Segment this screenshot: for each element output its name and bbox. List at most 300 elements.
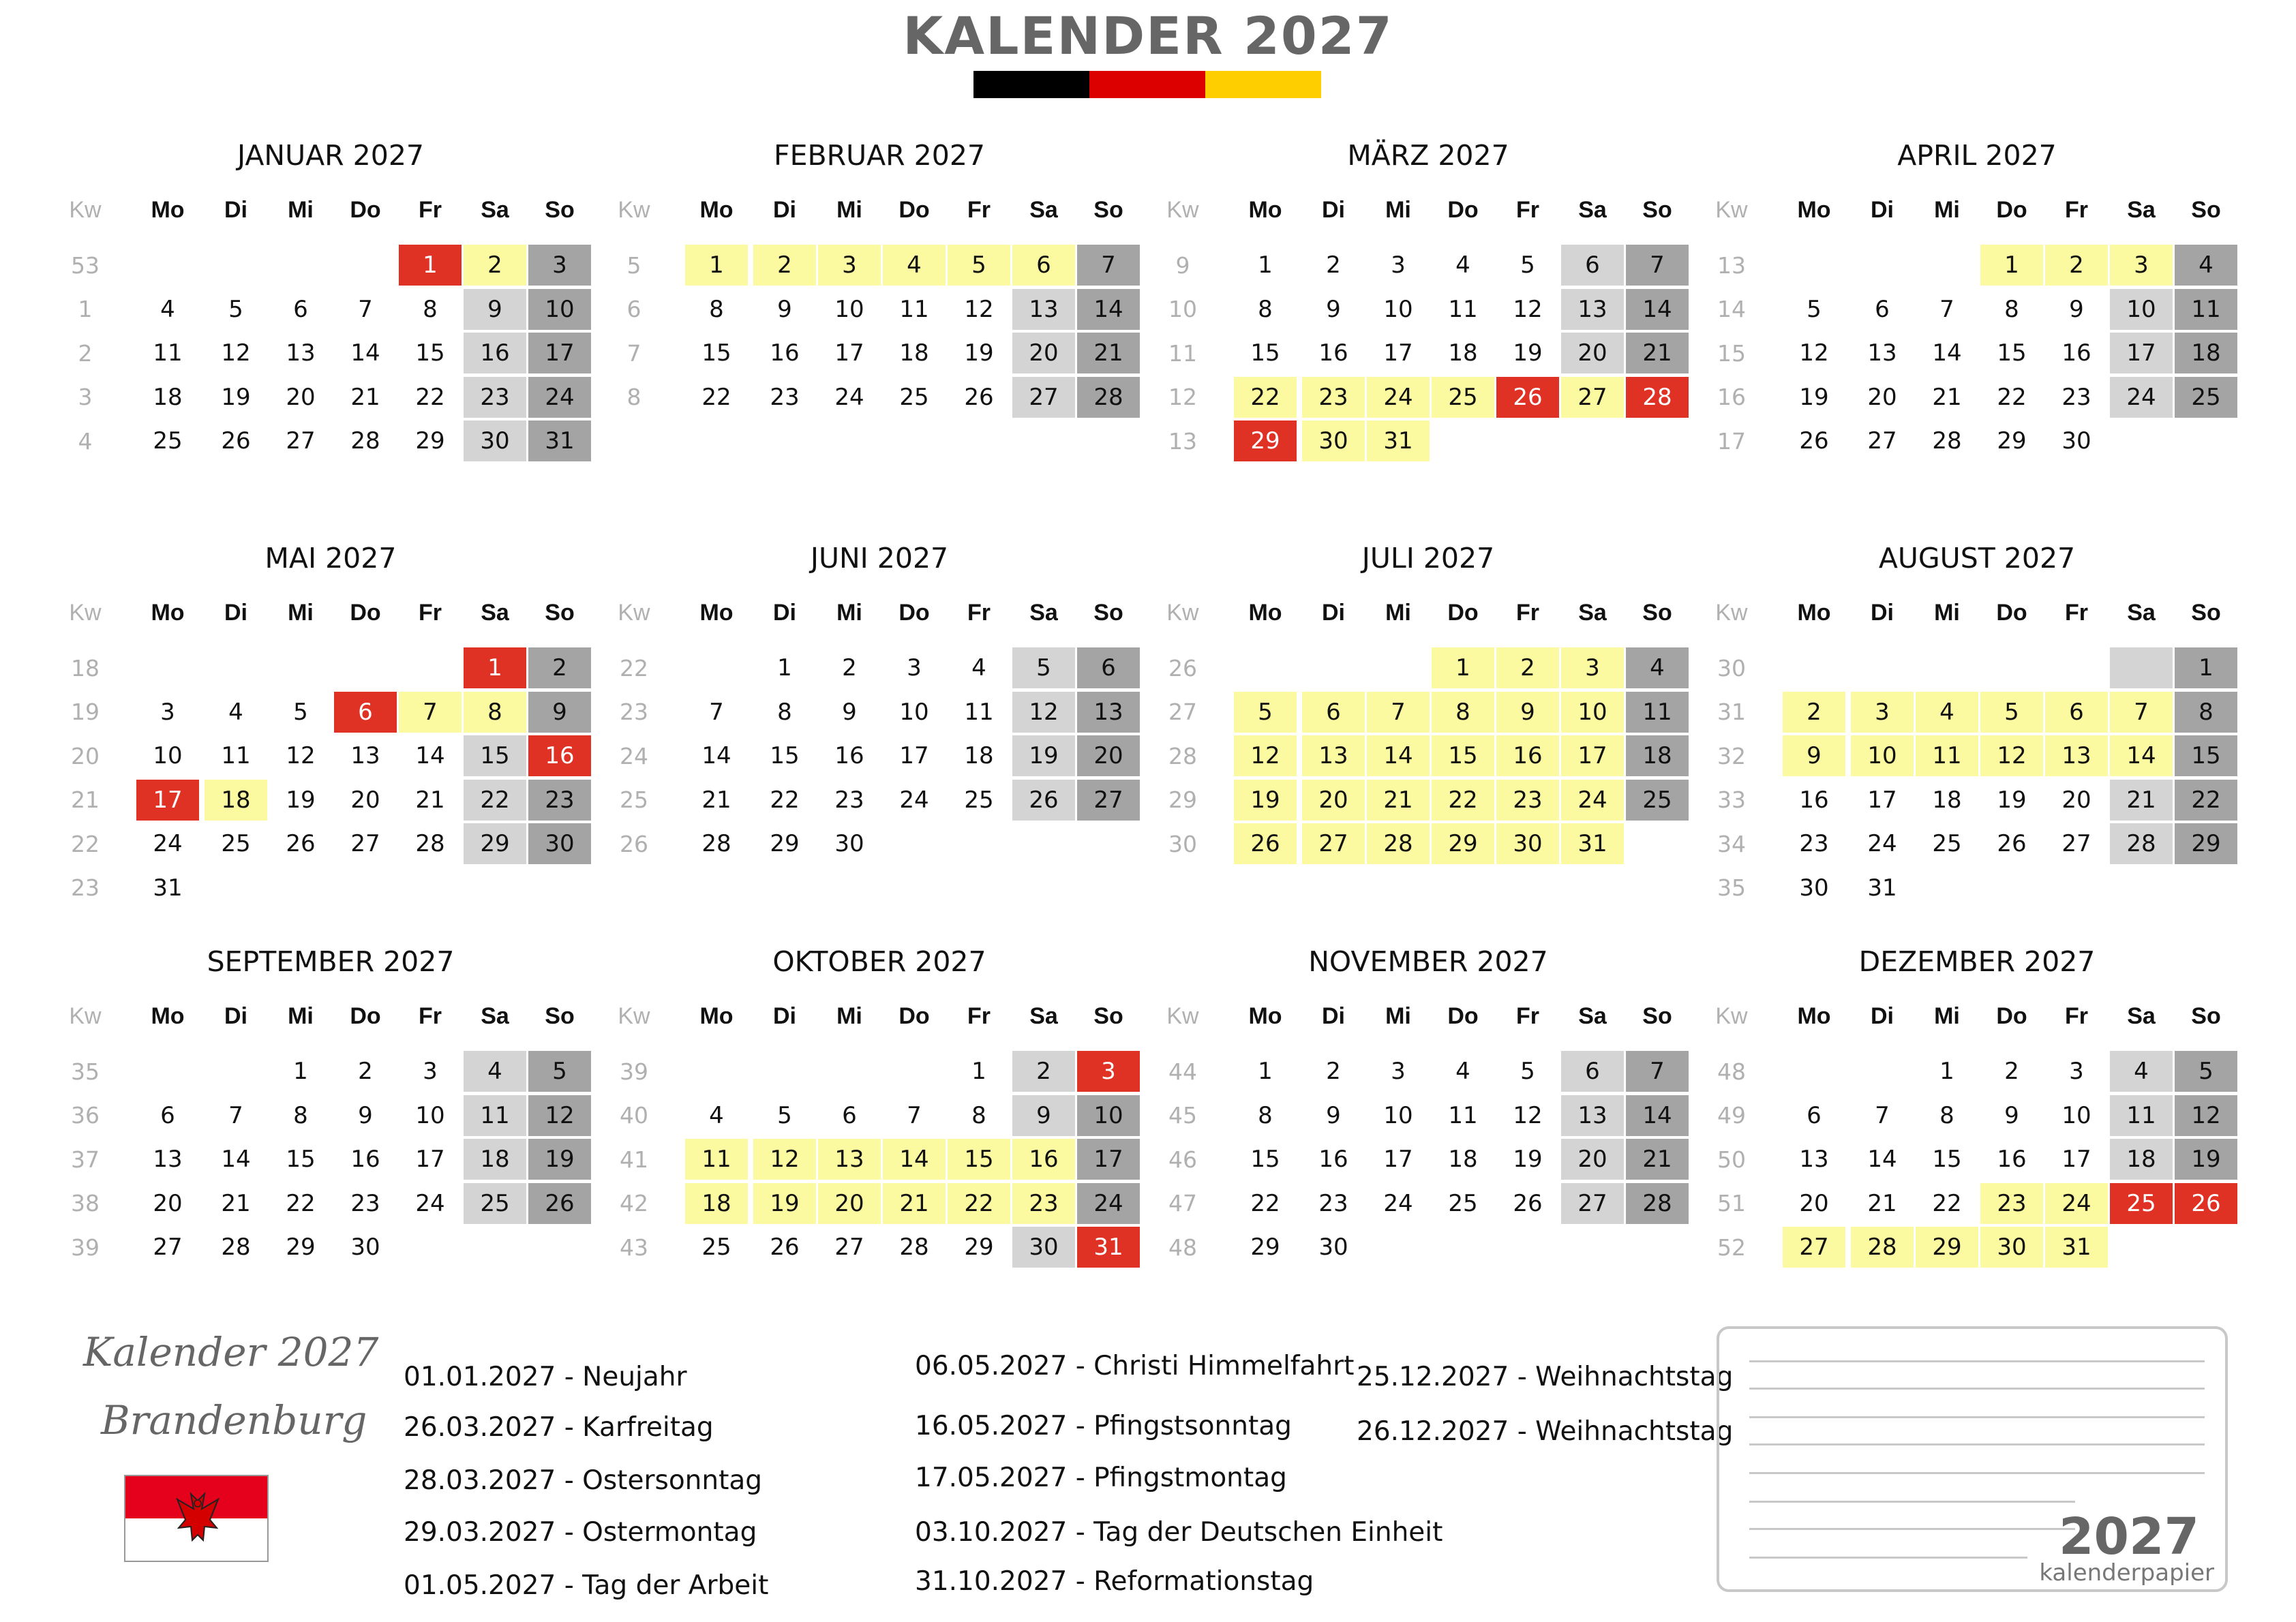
week-number: 32 <box>1717 742 1746 769</box>
weekday-header: Di <box>773 1003 796 1029</box>
weekday-header: Di <box>773 197 796 223</box>
weekday-header: Sa <box>1578 197 1607 223</box>
week-number: 9 <box>1175 251 1190 279</box>
day-cell: 14 <box>1932 339 1962 367</box>
day-cell: 10 <box>1851 735 1914 776</box>
day-cell: 5 <box>2175 1051 2237 1092</box>
weekday-header: So <box>545 197 575 223</box>
week-number: 13 <box>1717 251 1746 279</box>
day-cell: 6 <box>334 692 397 733</box>
day-cell: 12 <box>1799 339 1829 367</box>
day-cell: 9 <box>358 1101 373 1129</box>
day-cell: 8 <box>1258 1101 1273 1129</box>
day-cell: 6 <box>1077 647 1140 688</box>
day-cell: 25 <box>1448 1189 1478 1217</box>
weekday-header: Do <box>350 1003 381 1029</box>
day-cell: 22 <box>701 383 731 411</box>
day-cell: 30 <box>834 830 864 857</box>
day-cell: 27 <box>350 830 380 857</box>
day-cell: 11 <box>1448 1101 1478 1129</box>
day-cell: 9 <box>1326 295 1341 323</box>
day-cell: 17 <box>415 1146 445 1173</box>
day-cell: 12 <box>1234 735 1297 776</box>
day-cell: 6 <box>160 1101 175 1129</box>
day-cell: 18 <box>964 742 994 769</box>
weekday-header: Do <box>1996 600 2027 626</box>
day-cell: 4 <box>709 1101 724 1129</box>
day-cell: 4 <box>1455 251 1470 279</box>
day-cell: 8 <box>464 692 526 733</box>
day-cell: 25 <box>221 830 251 857</box>
week-number: 39 <box>71 1234 100 1261</box>
weekday-header: Mi <box>1934 600 1960 626</box>
day-cell: 11 <box>2175 289 2237 330</box>
day-cell: 21 <box>350 383 380 411</box>
weekday-header: Sa <box>481 1003 509 1029</box>
weekday-header: Di <box>1871 197 1894 223</box>
day-cell: 17 <box>1077 1139 1140 1180</box>
day-cell: 10 <box>1077 1095 1140 1136</box>
day-cell: 1 <box>971 1058 986 1085</box>
month-title: NOVEMBER 2027 <box>1308 945 1548 978</box>
weekday-header: Do <box>1996 1003 2027 1029</box>
week-number: 21 <box>71 786 100 813</box>
day-cell: 15 <box>415 339 445 367</box>
brand-name: kalenderpapier <box>2039 1559 2214 1587</box>
day-cell: 13 <box>350 742 380 769</box>
day-cell: 29 <box>1997 427 2027 455</box>
day-cell: 24 <box>2045 1183 2108 1224</box>
weekday-header: Mo <box>699 1003 734 1029</box>
day-cell: 22 <box>1250 1189 1280 1217</box>
weekday-header: So <box>1642 1003 1672 1029</box>
weekday-header: Di <box>773 600 796 626</box>
day-cell: 18 <box>205 780 267 821</box>
day-cell: 15 <box>948 1139 1010 1180</box>
week-number: 13 <box>1168 427 1197 455</box>
day-cell: 21 <box>1626 1139 1689 1180</box>
week-number: 2 <box>78 339 93 367</box>
weekday-header: So <box>1642 600 1672 626</box>
day-cell: 14 <box>1077 289 1140 330</box>
day-cell: 11 <box>1448 295 1478 323</box>
day-cell: 19 <box>1997 786 2027 814</box>
day-cell: 23 <box>1980 1183 2043 1224</box>
day-cell: 9 <box>464 289 526 330</box>
month-title: JANUAR 2027 <box>237 139 424 172</box>
week-number: 17 <box>1717 427 1746 455</box>
day-cell: 15 <box>464 735 526 776</box>
weekday-header: Fr <box>1516 1003 1539 1029</box>
weekday-header: Di <box>1871 1003 1894 1029</box>
day-cell: 3 <box>1077 1051 1140 1092</box>
day-cell: 7 <box>2110 692 2173 733</box>
day-cell: 5 <box>528 1051 591 1092</box>
day-cell: 13 <box>1561 1095 1624 1136</box>
day-cell: 5 <box>1807 295 1822 323</box>
flag-stripe-red <box>1089 71 1205 98</box>
day-cell: 11 <box>1916 735 1978 776</box>
day-cell: 10 <box>1383 295 1413 323</box>
month-title: FEBRUAR 2027 <box>773 139 986 172</box>
day-cell: 29 <box>1234 420 1297 461</box>
weekday-header: Mi <box>836 1003 862 1029</box>
day-cell: 16 <box>1496 735 1559 776</box>
notes-box[interactable] <box>1717 1326 2228 1592</box>
day-cell: 15 <box>770 742 800 769</box>
day-cell: 17 <box>2061 1146 2091 1173</box>
day-cell: 19 <box>964 339 994 367</box>
day-cell: 29 <box>1432 823 1494 864</box>
day-cell: 10 <box>834 295 864 323</box>
day-cell: 28 <box>899 1234 929 1261</box>
day-cell: 19 <box>221 383 251 411</box>
weekday-header: So <box>1093 197 1123 223</box>
day-cell: 27 <box>286 427 316 455</box>
day-cell: 23 <box>2061 383 2091 411</box>
day-cell: 16 <box>770 339 800 367</box>
day-cell: 19 <box>2175 1139 2237 1180</box>
holiday-item: 26.03.2027 - Karfreitag <box>404 1412 714 1443</box>
day-cell: 4 <box>1455 1058 1470 1085</box>
week-number: 51 <box>1717 1190 1746 1216</box>
month-calendar <box>617 542 1142 910</box>
day-cell: 15 <box>1997 339 2027 367</box>
day-cell: 31 <box>528 420 591 461</box>
day-cell: 12 <box>1513 1101 1543 1129</box>
day-cell: 28 <box>1367 823 1430 864</box>
weekday-header: Mi <box>836 600 862 626</box>
day-cell: 30 <box>1302 420 1365 461</box>
day-cell: 4 <box>1916 692 1978 733</box>
weekday-header: Do <box>1447 600 1479 626</box>
day-cell: 22 <box>464 780 526 821</box>
day-cell: 28 <box>2110 823 2173 864</box>
week-number: 41 <box>620 1146 648 1173</box>
weekday-header: Do <box>350 197 381 223</box>
weekday-header: Di <box>1871 600 1894 626</box>
weekday-header: Do <box>898 600 930 626</box>
day-cell: 23 <box>1302 377 1365 418</box>
german-flag-bar <box>973 71 1321 98</box>
month-title: MÄRZ 2027 <box>1347 139 1509 172</box>
day-cell: 25 <box>964 786 994 814</box>
weekday-header: Kw <box>1166 600 1199 626</box>
day-cell: 27 <box>1561 377 1624 418</box>
holiday-item: 17.05.2027 - Pfingstmontag <box>915 1463 1287 1493</box>
day-cell: 30 <box>464 420 526 461</box>
day-cell: 18 <box>1932 786 1962 814</box>
day-cell: 3 <box>1851 692 1914 733</box>
month-title: MAI 2027 <box>265 542 397 575</box>
day-cell: 1 <box>1258 1058 1273 1085</box>
weekday-header: Mo <box>699 600 734 626</box>
day-cell: 24 <box>2110 377 2173 418</box>
day-cell: 2 <box>1012 1051 1075 1092</box>
weekday-header: So <box>1642 197 1672 223</box>
weekday-header: Fr <box>2065 197 2088 223</box>
day-cell: 18 <box>1448 1146 1478 1173</box>
weekday-header: So <box>2191 1003 2221 1029</box>
week-number: 46 <box>1168 1146 1197 1173</box>
week-number: 8 <box>626 384 641 410</box>
day-cell: 7 <box>228 1101 243 1129</box>
day-cell: 17 <box>2110 333 2173 373</box>
day-cell: 19 <box>1513 339 1543 367</box>
day-cell: 13 <box>2045 735 2108 776</box>
day-cell: 10 <box>415 1101 445 1129</box>
script-calendar-title: Kalender 2027 <box>83 1329 379 1375</box>
weekday-header: Mo <box>1248 197 1282 223</box>
day-cell: 21 <box>1867 1189 1897 1217</box>
day-cell: 19 <box>286 786 316 814</box>
day-cell: 22 <box>2175 780 2237 821</box>
holiday-item: 06.05.2027 - Christi Himmelfahrt <box>915 1351 1355 1381</box>
weekday-header: Kw <box>69 600 102 626</box>
day-cell: 9 <box>1783 735 1845 776</box>
weekday-header: Mi <box>1385 1003 1411 1029</box>
day-cell: 5 <box>1234 692 1297 733</box>
day-cell: 4 <box>883 245 946 286</box>
day-cell: 14 <box>221 1146 251 1173</box>
day-cell: 12 <box>1513 295 1543 323</box>
week-number: 30 <box>1717 654 1746 682</box>
day-cell: 18 <box>685 1183 748 1224</box>
day-cell: 21 <box>415 786 445 814</box>
day-cell: 20 <box>153 1189 183 1217</box>
day-cell: 8 <box>709 295 724 323</box>
day-cell: 23 <box>464 377 526 418</box>
day-cell: 22 <box>286 1189 316 1217</box>
day-cell: 20 <box>1799 1189 1829 1217</box>
weekday-header: Fr <box>967 1003 991 1029</box>
day-cell: 2 <box>1326 1058 1341 1085</box>
weekday-header: Di <box>1322 197 1345 223</box>
day-cell: 26 <box>2175 1183 2237 1224</box>
day-cell: 9 <box>842 698 857 726</box>
day-cell: 7 <box>1875 1101 1890 1129</box>
day-cell: 15 <box>286 1146 316 1173</box>
day-cell: 15 <box>1250 339 1280 367</box>
week-number: 3 <box>78 384 93 410</box>
day-cell: 4 <box>228 698 243 726</box>
week-number: 45 <box>1168 1102 1197 1129</box>
day-cell: 14 <box>350 339 380 367</box>
day-cell: 6 <box>2045 692 2108 733</box>
weekday-header: Mi <box>1385 600 1411 626</box>
day-cell: 7 <box>358 295 373 323</box>
weekday-header: Fr <box>1516 600 1539 626</box>
day-cell: 28 <box>415 830 445 857</box>
day-cell: 7 <box>1626 245 1689 286</box>
weekday-header: Do <box>898 1003 930 1029</box>
week-number: 35 <box>71 1058 100 1085</box>
day-cell: 2 <box>2004 1058 2019 1085</box>
day-cell: 23 <box>528 780 591 821</box>
week-number: 34 <box>1717 830 1746 857</box>
weekday-header: Sa <box>1029 197 1058 223</box>
month-title: DEZEMBER 2027 <box>1858 945 2096 978</box>
weekday-header: Do <box>350 600 381 626</box>
day-cell: 26 <box>1496 377 1559 418</box>
weekday-header: Mo <box>1797 197 1831 223</box>
day-cell: 22 <box>1997 383 2027 411</box>
day-cell: 14 <box>415 742 445 769</box>
week-number: 19 <box>71 699 100 725</box>
day-cell: 13 <box>1799 1146 1829 1173</box>
day-cell: 17 <box>136 780 199 821</box>
day-cell: 26 <box>1997 830 2027 857</box>
day-cell: 7 <box>1077 245 1140 286</box>
day-cell: 26 <box>221 427 251 455</box>
day-cell: 12 <box>1980 735 2043 776</box>
day-cell: 14 <box>2110 735 2173 776</box>
day-cell: 23 <box>834 786 864 814</box>
day-cell: 9 <box>1326 1101 1341 1129</box>
weekday-header: So <box>2191 197 2221 223</box>
day-cell: 4 <box>464 1051 526 1092</box>
day-cell: 16 <box>1012 1139 1075 1180</box>
day-cell: 6 <box>1561 245 1624 286</box>
month-title: AUGUST 2027 <box>1878 542 2076 575</box>
day-cell: 24 <box>1077 1183 1140 1224</box>
day-cell: 29 <box>464 823 526 864</box>
day-cell: 28 <box>1626 1183 1689 1224</box>
day-cell: 25 <box>153 427 183 455</box>
day-cell: 13 <box>153 1146 183 1173</box>
week-number: 35 <box>1717 874 1746 901</box>
day-cell: 26 <box>528 1183 591 1224</box>
day-cell: 5 <box>777 1101 792 1129</box>
day-cell: 14 <box>1367 735 1430 776</box>
day-cell: 16 <box>464 333 526 373</box>
day-cell: 4 <box>2175 245 2237 286</box>
day-cell: 7 <box>907 1101 922 1129</box>
day-cell: 26 <box>286 830 316 857</box>
weekday-header: So <box>545 1003 575 1029</box>
day-cell: 21 <box>1932 383 1962 411</box>
weekday-header: Sa <box>1029 1003 1058 1029</box>
weekday-header: Fr <box>1516 197 1539 223</box>
day-cell: 3 <box>528 245 591 286</box>
day-cell: 6 <box>1561 1051 1624 1092</box>
day-cell: 12 <box>1012 692 1075 733</box>
day-cell: 13 <box>1302 735 1365 776</box>
day-cell: 2 <box>358 1058 373 1085</box>
day-cell: 21 <box>883 1183 946 1224</box>
week-number: 42 <box>620 1190 648 1216</box>
page-title: KALENDER 2027 <box>903 5 1393 66</box>
day-cell: 12 <box>286 742 316 769</box>
week-number: 6 <box>626 296 641 322</box>
day-cell: 3 <box>1561 647 1624 688</box>
month-calendar <box>617 139 1142 507</box>
day-cell: 6 <box>1012 245 1075 286</box>
day-cell: 22 <box>1432 780 1494 821</box>
day-cell: 6 <box>293 295 308 323</box>
day-cell: 17 <box>1383 339 1413 367</box>
day-cell: 20 <box>350 786 380 814</box>
day-cell: 16 <box>1318 339 1348 367</box>
day-cell: 1 <box>293 1058 308 1085</box>
month-calendar <box>68 139 593 507</box>
day-cell: 30 <box>1496 823 1559 864</box>
day-cell: 27 <box>1077 780 1140 821</box>
day-cell: 16 <box>528 735 591 776</box>
day-cell: 16 <box>1997 1146 2027 1173</box>
weekday-header: Mo <box>1248 600 1282 626</box>
weekday-header: Sa <box>481 197 509 223</box>
day-cell: 9 <box>528 692 591 733</box>
day-cell: 14 <box>1626 289 1689 330</box>
weekday-header: Sa <box>2127 1003 2156 1029</box>
day-cell: 3 <box>1391 251 1406 279</box>
week-number: 10 <box>1168 296 1197 322</box>
day-cell: 10 <box>2110 289 2173 330</box>
week-number: 23 <box>71 874 100 901</box>
day-cell: 4 <box>2110 1051 2173 1092</box>
day-cell: 27 <box>1867 427 1897 455</box>
weekday-header: Fr <box>967 197 991 223</box>
month-calendar <box>1166 945 1691 1313</box>
day-cell: 3 <box>907 654 922 682</box>
day-cell: 5 <box>1012 647 1075 688</box>
weekday-header: Mo <box>151 1003 185 1029</box>
weekday-header: Kw <box>1166 197 1199 223</box>
notes-year: 2027 <box>2059 1508 2199 1566</box>
weekday-header: Kw <box>1715 197 1748 223</box>
week-number: 20 <box>71 742 100 769</box>
day-cell: 20 <box>2061 786 2091 814</box>
weekday-header: So <box>545 600 575 626</box>
day-cell: 16 <box>834 742 864 769</box>
day-cell: 9 <box>2069 295 2084 323</box>
day-cell: 1 <box>1939 1058 1954 1085</box>
day-cell: 24 <box>153 830 183 857</box>
day-cell: 21 <box>1077 333 1140 373</box>
day-cell: 2 <box>2045 245 2108 286</box>
day-cell: 17 <box>834 339 864 367</box>
day-cell: 30 <box>350 1234 380 1261</box>
day-cell: 21 <box>221 1189 251 1217</box>
day-cell: 13 <box>1077 692 1140 733</box>
week-number: 47 <box>1168 1190 1197 1216</box>
day-cell: 9 <box>777 295 792 323</box>
day-cell: 10 <box>1383 1101 1413 1129</box>
weekday-header: Fr <box>419 600 442 626</box>
day-cell: 7 <box>1626 1051 1689 1092</box>
weekday-header: Do <box>1996 197 2027 223</box>
weekday-header: Fr <box>419 1003 442 1029</box>
weekday-header: Di <box>224 1003 247 1029</box>
day-cell: 27 <box>1561 1183 1624 1224</box>
weekday-header: Fr <box>967 600 991 626</box>
day-cell: 23 <box>1799 830 1829 857</box>
weekday-header: Fr <box>419 197 442 223</box>
day-cell: 1 <box>685 245 748 286</box>
week-number: 1 <box>78 296 93 322</box>
day-cell: 2 <box>1783 692 1845 733</box>
day-cell: 25 <box>2175 377 2237 418</box>
day-cell: 3 <box>2069 1058 2084 1085</box>
day-cell: 25 <box>1432 377 1494 418</box>
empty-weekend-cell <box>2110 647 2173 688</box>
month-calendar <box>68 542 593 910</box>
month-title: OKTOBER 2027 <box>772 945 986 978</box>
day-cell: 31 <box>153 874 183 902</box>
day-cell: 18 <box>153 383 183 411</box>
holiday-item: 03.10.2027 - Tag der Deutschen Einheit <box>915 1517 1443 1548</box>
